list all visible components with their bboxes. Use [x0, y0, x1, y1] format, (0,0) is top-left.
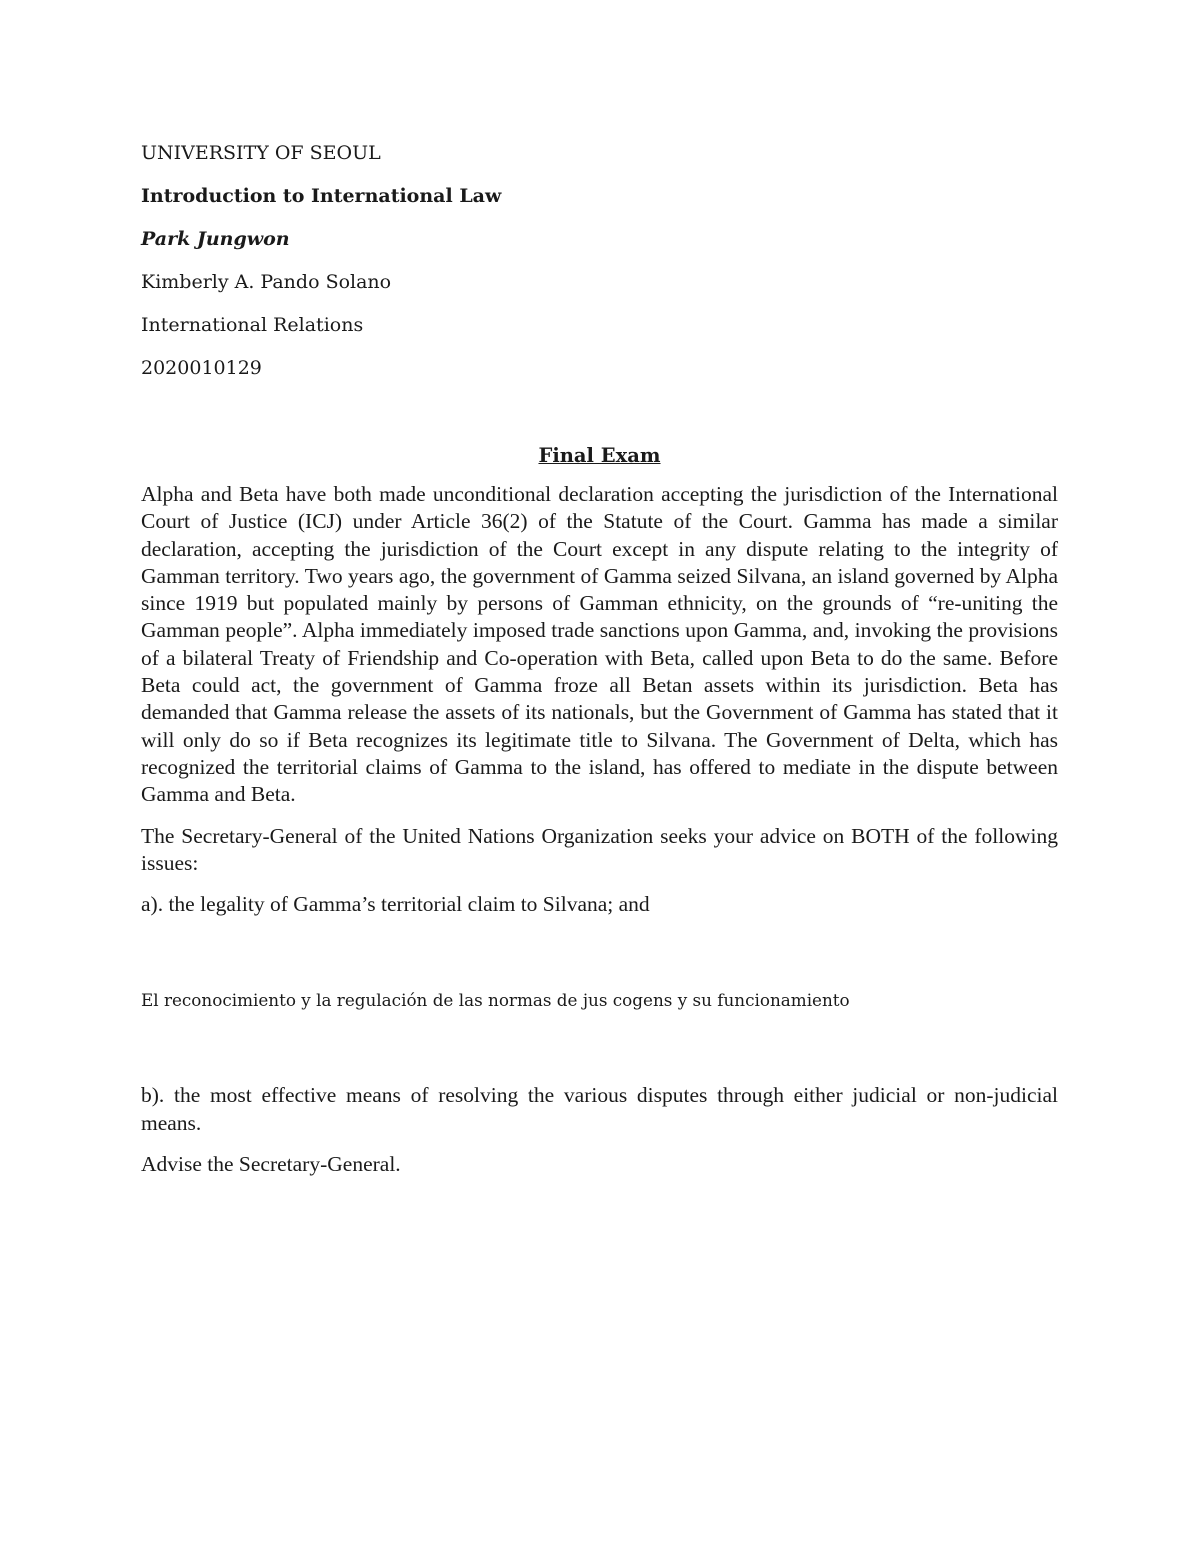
- student-name: Kimberly A. Pando Solano: [141, 271, 392, 293]
- student-id: 2020010129: [141, 357, 262, 379]
- question-a: a). the legality of Gamma’s territorial claim to Silvana; and: [141, 892, 650, 917]
- question-b: b). the most effective means of resolving the various disputes through either judicial or non-judicial means.: [141, 1083, 1058, 1135]
- course-title: Introduction to International Law: [141, 185, 502, 207]
- closing-instruction: Advise the Secretary-General.: [141, 1152, 401, 1177]
- program-name: International Relations: [141, 314, 364, 336]
- document-body: [141, 140, 1058, 1192]
- scenario-paragraph: Alpha and Beta have both made unconditional declaration accepting the jurisdiction of the International Court of Justice (ICJ) under Article 36(2) of the Statute of the Court. Gamma has made a similar declaration, accepting the jurisdiction of the Court except in any dispute relating to the integrity of Gamman territory. Two years ago, the government of Gamma seized Silvana, an island governed by Alpha since 1919 but populated mainly by persons of Gamman ethnicity, on the grounds of “re-uniting the Gamman people”. Alpha immediately imposed trade sanctions upon Gamma, and, invoking the provisions of a bilateral Treaty of Friendship and Co-operation with Beta, called upon Beta to do the same. Before Beta could act, the government of Gamma froze all Betan assets within its jurisdiction. Beta has demanded that Gamma release the assets of its nationals, but the Government of Gamma has stated that it will only do so if Beta recognizes its legitimate title to Silvana. The Government of Delta, which has recognized the territorial claims of Gamma to the island, has offered to mediate in the dispute between Gamma and Beta.: [141, 482, 1058, 807]
- professor-name: Park Jungwon: [141, 228, 290, 250]
- university-name: UNIVERSITY OF SEOUL: [141, 142, 381, 164]
- request-paragraph: The Secretary-General of the United Nations Organization seeks your advice on BOTH of the following issues:: [141, 823, 1058, 875]
- exam-title: Final Exam: [538, 444, 661, 467]
- answer-note: El reconocimiento y la regulación de las normas de jus cogens y su funcionamiento: [141, 990, 850, 1011]
